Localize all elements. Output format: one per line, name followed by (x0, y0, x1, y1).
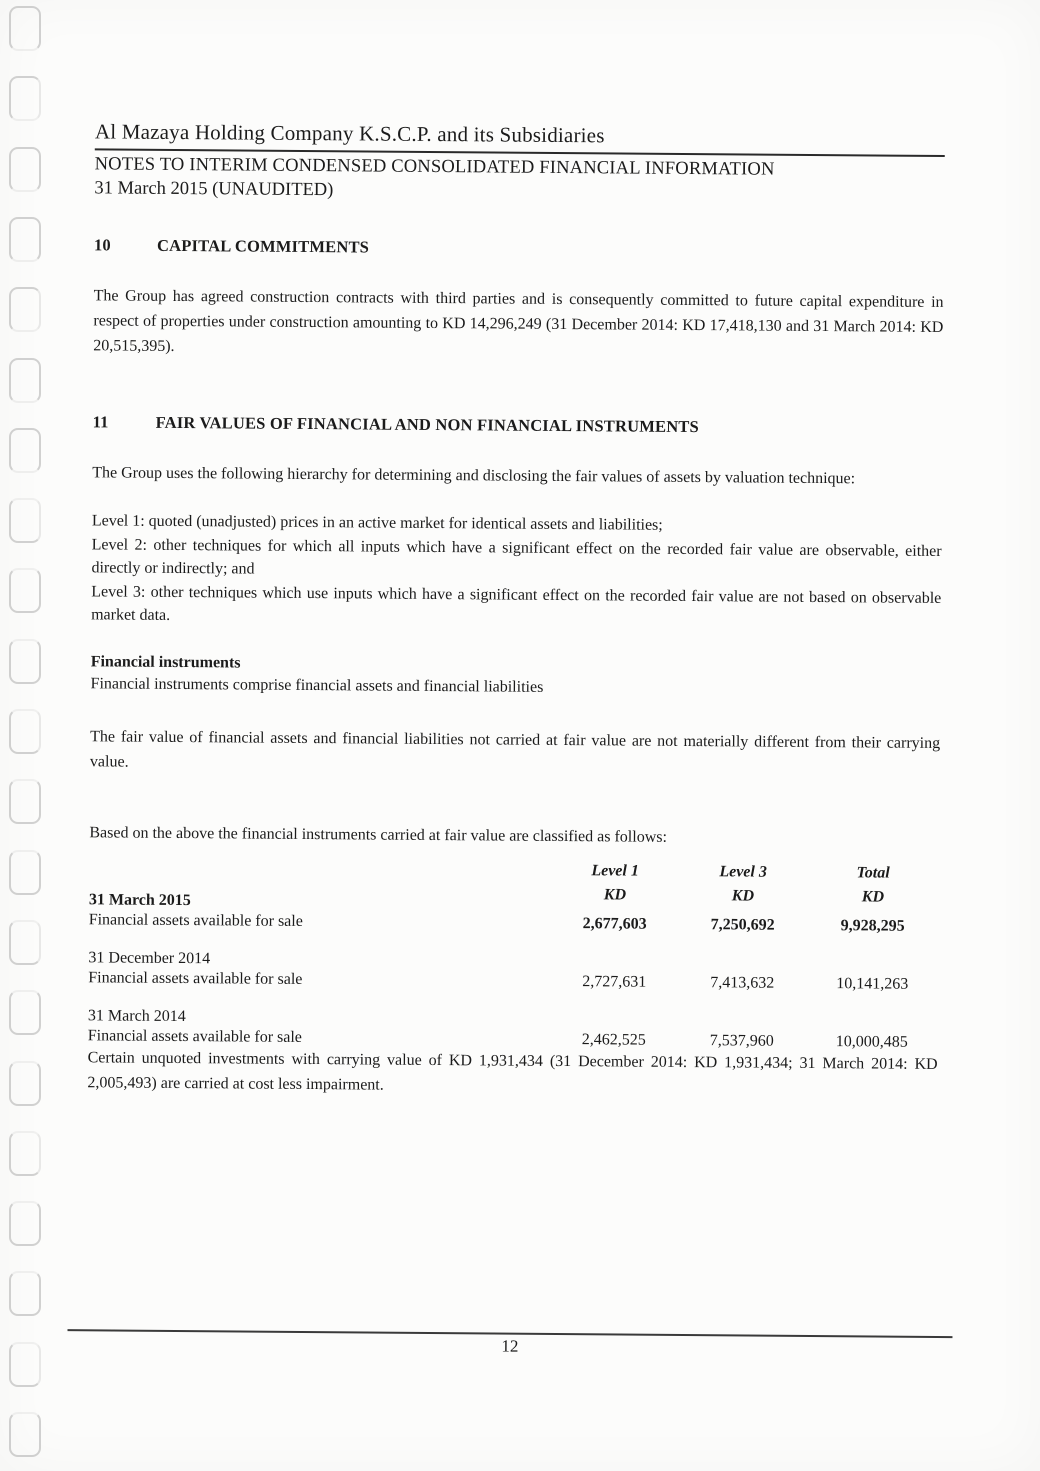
fair-value-table (88, 855, 939, 1052)
column-header-total: Total KD (856, 863, 890, 906)
page-number: 12 (501, 1336, 519, 1356)
document-content (87, 119, 945, 1356)
cell-level3: 7,413,632 (710, 973, 775, 992)
page-footer (67, 1329, 952, 1360)
section-10-title: CAPITAL COMMITMENTS (156, 235, 370, 257)
level-3-definition: Level 3: other techniques which use inputs which have a significant effect on the recorded fair value are not based on observable market data. (91, 582, 942, 624)
binder-hole (9, 1412, 41, 1457)
fair-value-levels (91, 509, 942, 633)
binder-hole (9, 1271, 41, 1316)
binder-hole (9, 1342, 41, 1387)
table-row (89, 911, 939, 936)
binder-hole (9, 990, 41, 1035)
cell-level1: 2,462,525 (581, 1030, 646, 1049)
binder-hole (9, 147, 41, 192)
row-label: Financial assets available for sale (88, 910, 303, 930)
level-2-definition: Level 2: other techniques for which all inputs which have a significant effect on the recorded fair value are observable, either directly or indirectly; and (91, 535, 942, 578)
section-11-intro: The Group uses the following hierarchy for determining and disclosing the fair values of assets by valuation technique: (92, 464, 856, 488)
cell-total: 10,141,263 (836, 974, 909, 993)
binder-hole (9, 428, 41, 473)
currency-label: KD (861, 887, 885, 906)
financial-instruments-heading: Financial instruments (90, 652, 241, 671)
row-label: Financial assets available for sale (87, 1026, 303, 1046)
cell-level1: 2,677,603 (582, 914, 647, 933)
table-group-date: 31 March 2014 (87, 1006, 186, 1025)
level-1-definition: Level 1: quoted (unadjusted) prices in an active market for identical assets and liabilities; (91, 512, 663, 534)
binder-hole (9, 639, 41, 684)
fair-value-paragraph: The fair value of financial assets and financial liabilities not carried at fair value are not materially different from their carrying value. (89, 727, 941, 771)
currency-label: KD (731, 886, 755, 905)
row-label: Financial assets available for sale (88, 968, 303, 988)
cell-level3: 7,537,960 (709, 1031, 774, 1050)
based-on-paragraph: Based on the above the financial instruments carried at fair value are classified as follows: (89, 823, 668, 846)
cell-total: 10,000,485 (835, 1032, 908, 1051)
binder-hole (9, 217, 41, 262)
table-group-date: 31 March 2015 (88, 890, 191, 909)
binder-hole (9, 1201, 41, 1246)
section-10-number: 10 (93, 235, 112, 255)
binder-hole (9, 287, 41, 332)
binder-hole (9, 568, 41, 613)
table-group-date: 31 December 2014 (88, 948, 211, 967)
binder-hole (9, 6, 41, 51)
binder-strip (0, 0, 70, 1471)
financial-instruments-text: Financial instruments comprise financial assets and financial liabilities (90, 674, 544, 696)
cell-level3: 7,250,692 (710, 915, 775, 934)
binder-hole (9, 779, 41, 824)
section-11-number: 11 (92, 412, 109, 432)
company-name: Al Mazaya Holding Company K.S.C.P. and its Subsidiaries (95, 119, 945, 157)
binder-hole (9, 76, 41, 121)
binder-hole (9, 1131, 41, 1176)
cell-total: 9,928,295 (840, 916, 905, 935)
document-header (94, 119, 945, 206)
binder-hole (9, 358, 41, 403)
cell-level1: 2,727,631 (582, 972, 647, 991)
binder-hole (9, 1061, 41, 1106)
binder-hole (9, 498, 41, 543)
document-subtitle: 31 March 2015 (UNAUDITED) (94, 178, 334, 201)
table-row (88, 969, 938, 994)
section-11-title: FAIR VALUES OF FINANCIAL AND NON FINANCIAL INSTRUMENTS (155, 412, 700, 437)
binder-hole (9, 850, 41, 895)
closing-paragraph: Certain unquoted investments with carrying value of KD 1,931,434 (31 December 2014: KD 1,931,434; 31 March 2014: KD 2,005,493) are carried at cost less impairment. (87, 1048, 938, 1094)
currency-label: KD (603, 885, 627, 904)
document-title: NOTES TO INTERIM CONDENSED CONSOLIDATED FINANCIAL INFORMATION (94, 154, 775, 180)
binder-hole (9, 709, 41, 754)
column-header-level3: Level 3 KD (719, 862, 767, 905)
section-10-paragraph: The Group has agreed construction contracts with third parties and is consequently committed to future capital expenditure in respect of properties under construction amounting to KD 14,296,249 (31 December 2014: KD 17,418,130 and 31 March 2014: KD 20,515,395). (93, 287, 944, 355)
section-10-heading (94, 235, 944, 262)
column-header-level1: Level 1 KD (591, 861, 639, 904)
binder-hole (9, 920, 41, 965)
